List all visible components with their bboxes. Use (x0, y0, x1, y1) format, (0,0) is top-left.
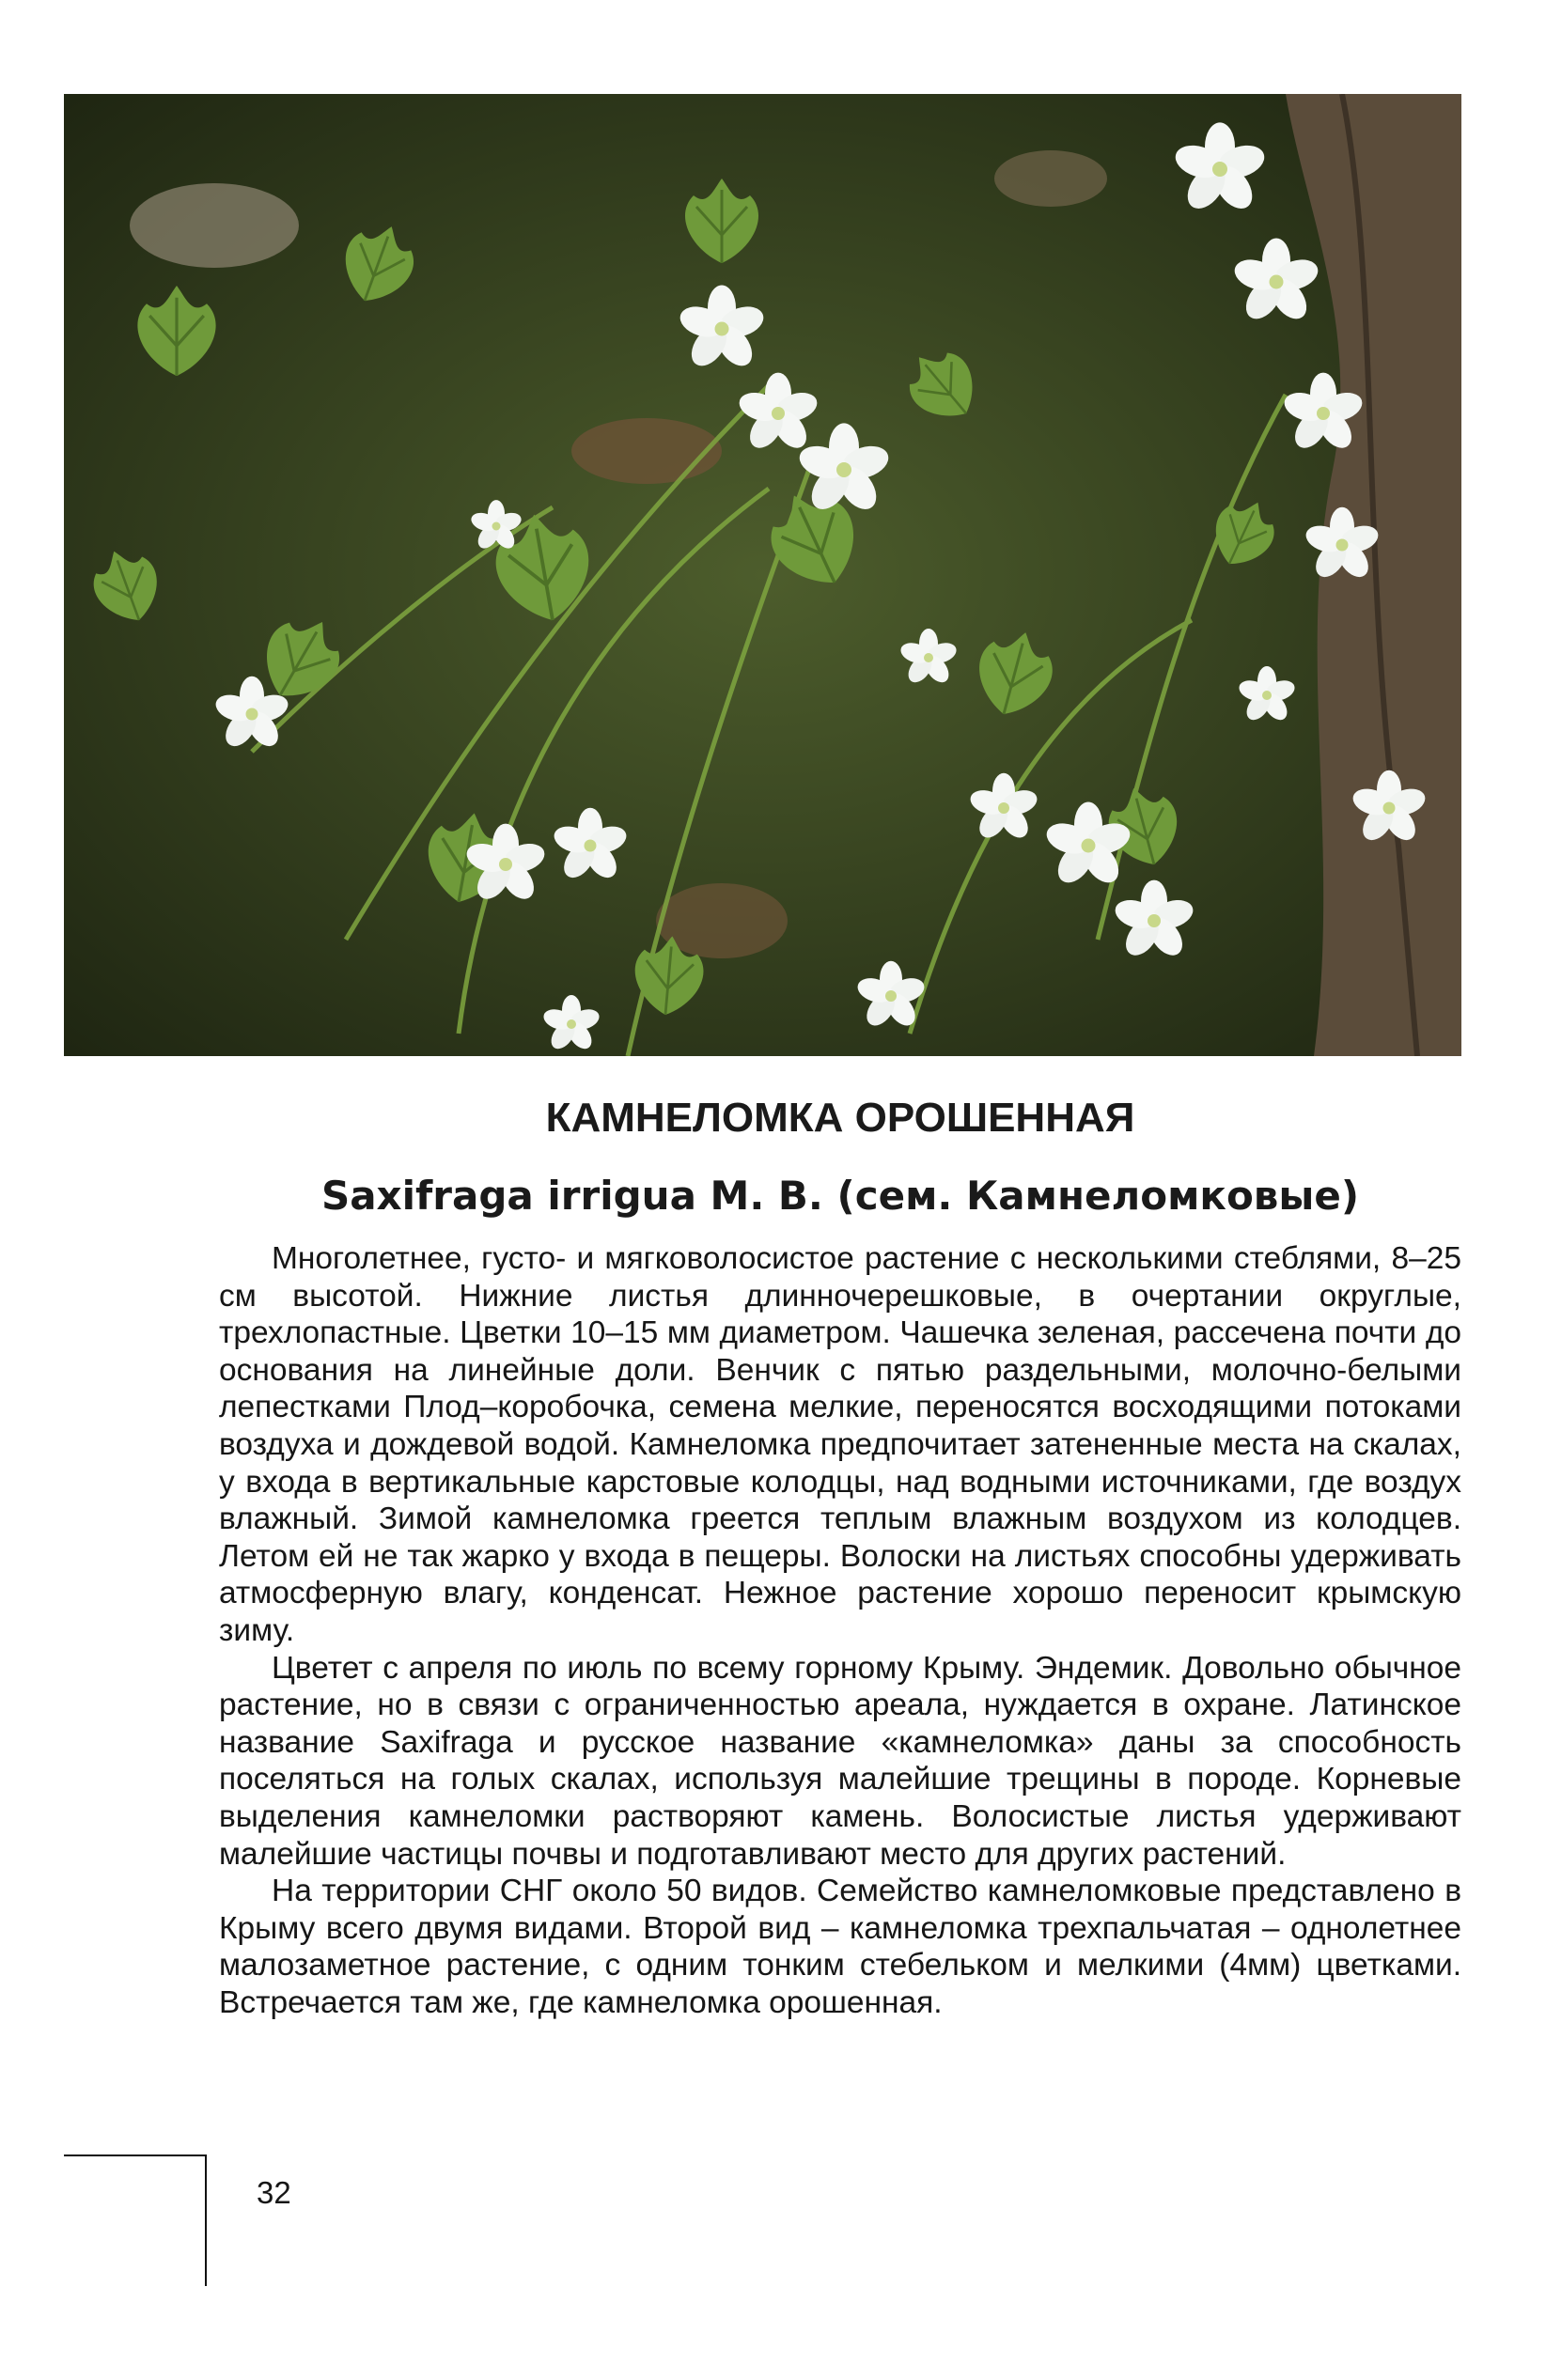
paragraph-species: На территории СНГ около 50 видов. Семейство камнеломковые представлено в Крыму всего двумя видами. Второй вид – камнеломка трехпальчатая – однолетнее малозаметное растение, с одним тонким стебельком и мелкими (4мм) цветками. Встречается там же, где камнеломка орошенная. (219, 1874, 1461, 2020)
corner-rule-vertical (205, 2154, 207, 2286)
plant-photo (64, 94, 1461, 1056)
page-number: 32 (257, 2175, 291, 2210)
paragraph-distribution: Цветет с апреля по июль по всему горному Крыму. Эндемик. Довольно обычное растение, но в связи с ограниченностью ареала, нуждается в охране. Латинское название Saxifraga и русское название «камнеломка» даны за способность поселяться на голых скалах, используя малейшие трещины в породе. Корневые выделения камнеломки растворяют камень. Волосистые листья удерживают малейшие частицы почвы и подготавливают место для других растений. (219, 1650, 1461, 1872)
latin-name-subtitle: Saxifraga irrigua M. B. (сем. Камнеломковые) (320, 1173, 1360, 1219)
paragraph-description: Многолетнее, густо- и мягковолосистое растение с несколькими стеблями, 8–25 см высотой. Нижние листья длинночерешковые, в очертании округлые, трехлопастные. Цветки 10–15 мм диаметром. Чашечка зеленая, рассечена почти до основания на линейные доли. Венчик с пятью раздельными, молочно-белыми лепестками Плод–коробочка, семена мелкие, переносятся восходящими потоками воздуха и дождевой водой. Камнеломка предпочитает затененные места на скалах, у входа в вертикальные карстовые колодцы, над водными источниками, где воздух влажный. Зимой камнеломка греется теплым влажным воздухом из колодцев. Летом ей не так жарко у входа в пещеры. Волоски на листьях способны удерживать атмосферную влагу, конденсат. Нежное растение хорошо переносит крымскую зиму. (219, 1241, 1461, 1648)
page-title: КАМНЕЛОМКА ОРОШЕННАЯ (545, 1095, 1135, 1141)
corner-rule-horizontal (64, 2154, 207, 2156)
article-body (219, 1240, 1461, 2021)
photo-illustration (64, 94, 1461, 1056)
